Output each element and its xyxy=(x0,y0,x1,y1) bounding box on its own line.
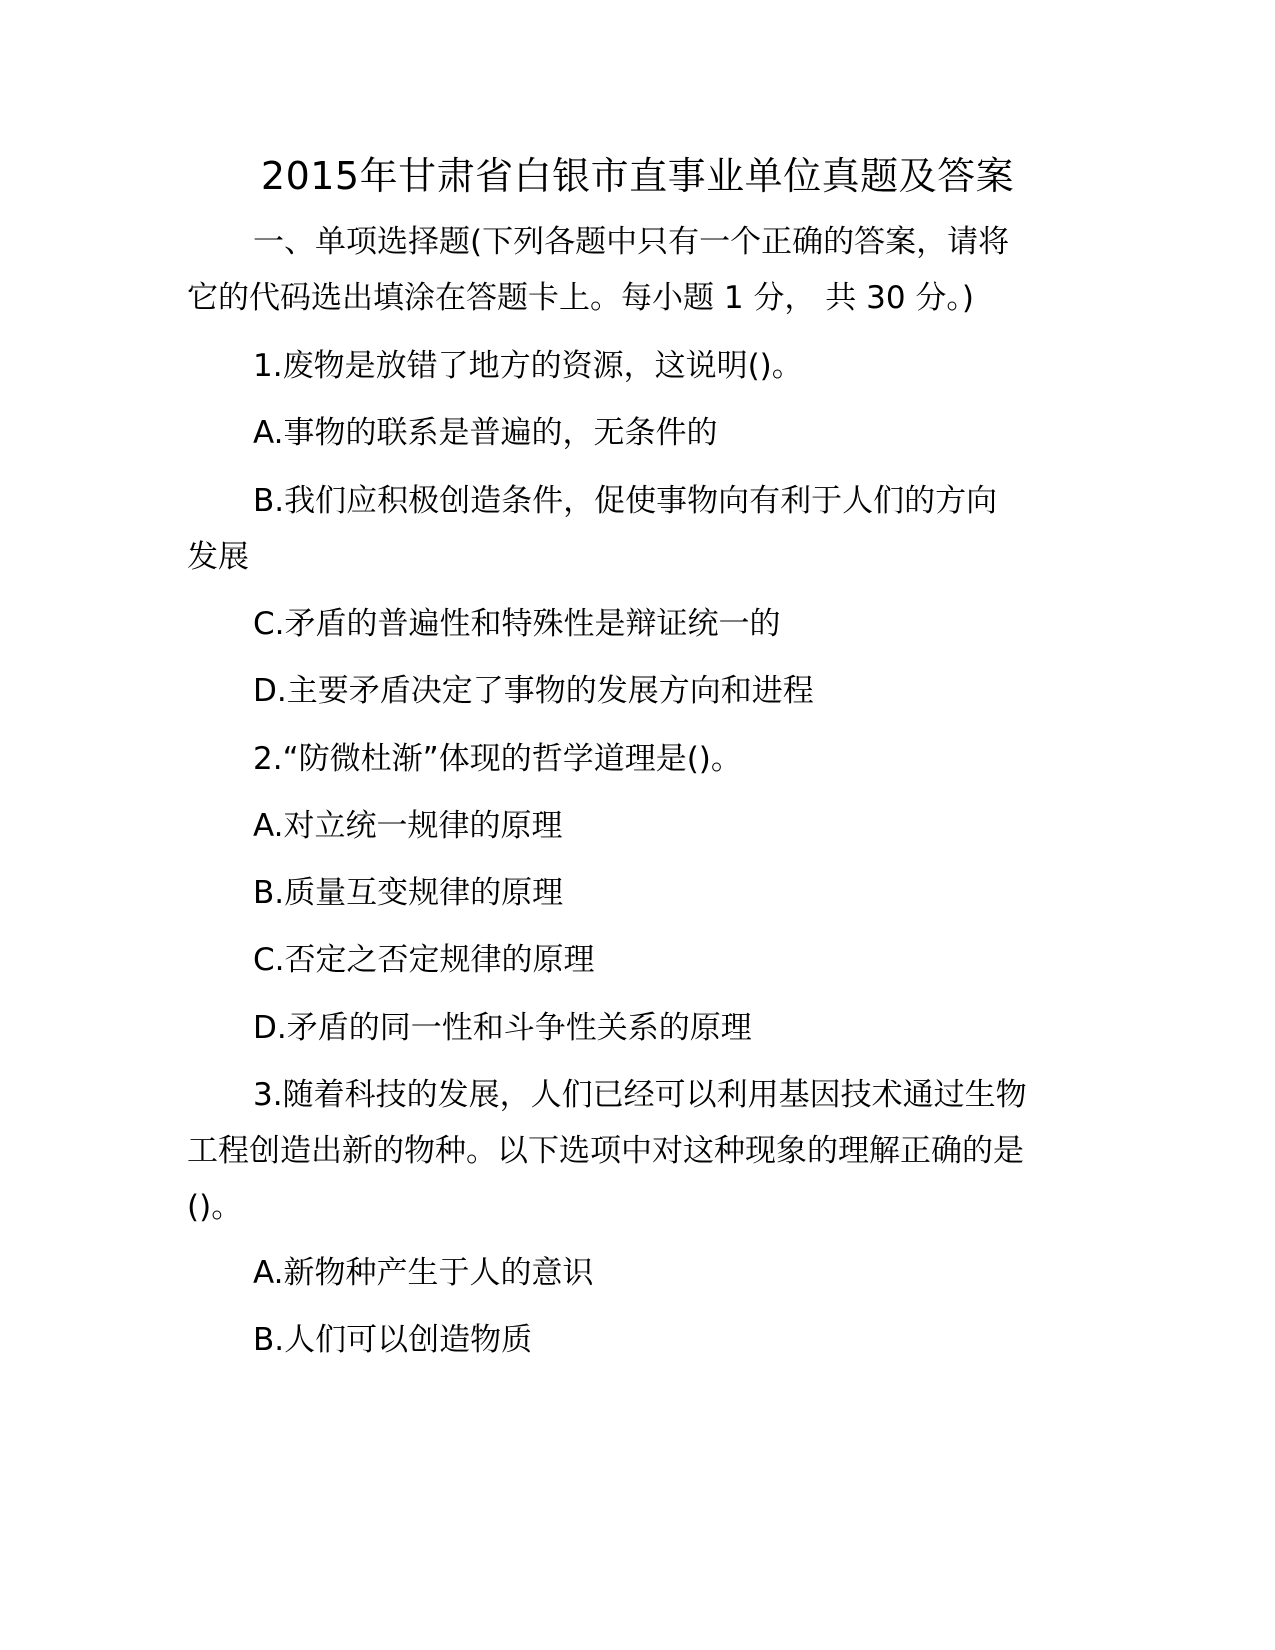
question-2-option-d: D.矛盾的同一性和斗争性关系的原理 xyxy=(253,1010,752,1046)
question-3-stem-line-2: 工程创造出新的物种。以下选项中对这种现象的理解正确的是 xyxy=(187,1133,1024,1169)
question-1-option-a: A.事物的联系是普遍的，无条件的 xyxy=(253,415,718,451)
question-1-stem: 1.废物是放错了地方的资源，这说明()。 xyxy=(253,348,803,384)
section-intro-line-2: 它的代码选出填涂在答题卡上。每小题 1 分， 共 30 分。) xyxy=(187,280,975,316)
question-2-stem: 2.“防微杜渐”体现的哲学道理是()。 xyxy=(253,741,742,777)
question-1-option-b-continued: 发展 xyxy=(187,539,249,575)
question-2-option-a: A.对立统一规律的原理 xyxy=(253,808,563,844)
question-3-stem-line-3: ()。 xyxy=(187,1189,243,1225)
question-1-option-d: D.主要矛盾决定了事物的发展方向和进程 xyxy=(253,673,814,709)
question-3-stem-line-1: 3.随着科技的发展，人们已经可以利用基因技术通过生物 xyxy=(253,1077,1027,1113)
section-intro-line-1: 一、单项选择题(下列各题中只有一个正确的答案，请将 xyxy=(253,224,1010,260)
question-3-option-b: B.人们可以创造物质 xyxy=(253,1322,533,1358)
question-1-option-b: B.我们应积极创造条件，促使事物向有利于人们的方向 xyxy=(253,483,998,519)
question-2-option-b: B.质量互变规律的原理 xyxy=(253,875,564,911)
question-2-option-c: C.否定之否定规律的原理 xyxy=(253,942,595,978)
page-title: 2015年甘肃省白银市直事业单位真题及答案 xyxy=(260,154,1015,198)
question-3-option-a: A.新物种产生于人的意识 xyxy=(253,1255,594,1291)
question-1-option-c: C.矛盾的普遍性和特殊性是辩证统一的 xyxy=(253,606,781,642)
